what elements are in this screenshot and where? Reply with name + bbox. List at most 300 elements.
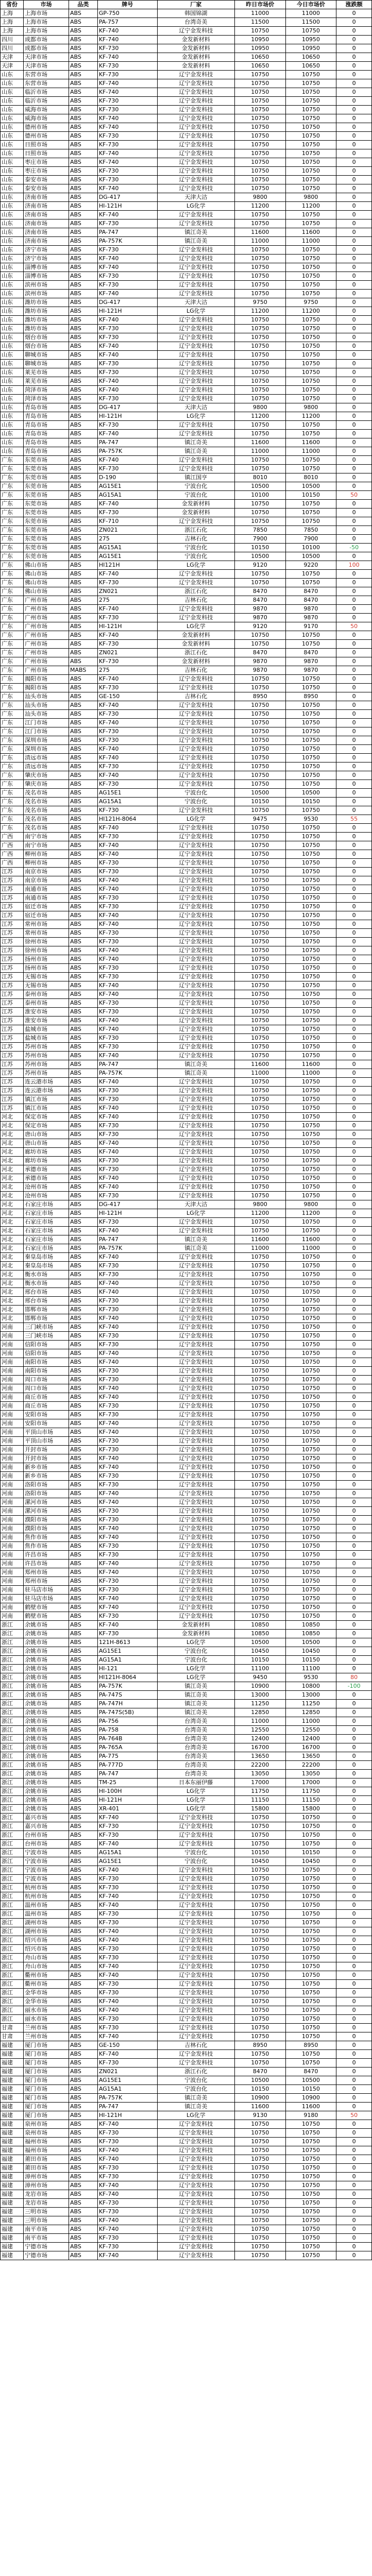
cell-manufacturer: 辽宁金发科技: [157, 1052, 234, 1060]
cell-today-price: 10750: [285, 1297, 336, 1306]
cell-change: 0: [336, 342, 372, 351]
cell-market: 邢台市场: [24, 1297, 69, 1306]
cell-manufacturer: 辽宁金发科技: [157, 754, 234, 762]
cell-province: 河北: [1, 1235, 24, 1244]
cell-yesterday-price: 10750: [234, 999, 285, 1008]
cell-grade: KF-740: [97, 2190, 157, 2199]
cell-grade: KF-730: [97, 859, 157, 868]
cell-yesterday-price: 10750: [234, 1052, 285, 1060]
cell-manufacturer: 辽宁金发科技: [157, 1945, 234, 1954]
cell-grade: PA-757K: [97, 1244, 157, 1253]
cell-yesterday-price: 11000: [234, 1244, 285, 1253]
cell-grade: KF-730: [97, 1165, 157, 1174]
cell-yesterday-price: 10750: [234, 351, 285, 360]
cell-yesterday-price: 10750: [234, 377, 285, 386]
cell-yesterday-price: 10750: [234, 1866, 285, 1875]
cell-change: 0: [336, 754, 372, 762]
cell-manufacturer: 辽宁金发科技: [157, 1122, 234, 1130]
cell-change: 0: [336, 106, 372, 114]
cell-yesterday-price: 10750: [234, 2146, 285, 2155]
table-row: [1, 9, 372, 18]
table-row: [1, 316, 372, 325]
cell-market: 枣庄市场: [24, 158, 69, 167]
cell-yesterday-price: 11200: [234, 307, 285, 316]
cell-category: ABS: [69, 780, 98, 789]
cell-category: ABS: [69, 1551, 98, 1560]
cell-today-price: 9180: [285, 2111, 336, 2120]
cell-manufacturer: 辽宁金发科技: [157, 1043, 234, 1052]
cell-category: ABS: [69, 1726, 98, 1735]
table-row: [1, 2032, 372, 2041]
cell-province: 广东: [1, 754, 24, 762]
cell-grade: KF-740: [97, 701, 157, 710]
cell-province: 浙江: [1, 1647, 24, 1656]
cell-grade: KF-740: [97, 1892, 157, 1901]
cell-grade: KF-730: [97, 1218, 157, 1227]
cell-category: ABS: [69, 1954, 98, 1962]
table-row: [1, 1192, 372, 1200]
cell-yesterday-price: 10750: [234, 920, 285, 929]
cell-manufacturer: 辽宁金发科技: [157, 167, 234, 176]
cell-category: ABS: [69, 1507, 98, 1516]
table-row: [1, 929, 372, 938]
cell-province: 河北: [1, 1130, 24, 1139]
header-province: 省份: [1, 1, 24, 9]
cell-change: 0: [336, 2129, 372, 2138]
cell-today-price: 10750: [285, 1577, 336, 1586]
cell-market: 余姚市场: [24, 1665, 69, 1673]
cell-yesterday-price: 10750: [234, 263, 285, 272]
cell-change: 0: [336, 1831, 372, 1840]
cell-province: 广西: [1, 833, 24, 841]
cell-yesterday-price: 10750: [234, 184, 285, 193]
cell-today-price: 10750: [285, 1446, 336, 1454]
cell-change: 0: [336, 2076, 372, 2085]
cell-manufacturer: 辽宁金发科技: [157, 1087, 234, 1095]
cell-manufacturer: 辽宁金发科技: [157, 1892, 234, 1901]
table-row: [1, 228, 372, 237]
cell-manufacturer: LG化学: [157, 1665, 234, 1673]
cell-change: 0: [336, 1524, 372, 1533]
cell-market: 南阳市场: [24, 1367, 69, 1376]
cell-province: 河南: [1, 1612, 24, 1621]
cell-province: 广东: [1, 482, 24, 491]
cell-category: ABS: [69, 1927, 98, 1936]
cell-market: 茂名市场: [24, 815, 69, 824]
cell-yesterday-price: 10750: [234, 1603, 285, 1612]
cell-province: 福建: [1, 2111, 24, 2120]
cell-manufacturer: 辽宁金发科技: [157, 1157, 234, 1165]
cell-category: ABS: [69, 1489, 98, 1498]
cell-change: 0: [336, 193, 372, 202]
cell-market: 嘉兴市场: [24, 1822, 69, 1831]
cell-yesterday-price: 9475: [234, 815, 285, 824]
table-row: [1, 1568, 372, 1577]
cell-yesterday-price: 10750: [234, 290, 285, 298]
cell-today-price: 9870: [285, 605, 336, 614]
cell-yesterday-price: 10750: [234, 903, 285, 911]
cell-grade: KF-730: [97, 1875, 157, 1884]
cell-grade: KF-740: [97, 675, 157, 684]
cell-change: 0: [336, 701, 372, 710]
cell-change: 0: [336, 1157, 372, 1165]
table-row: [1, 876, 372, 885]
cell-today-price: 10750: [285, 885, 336, 894]
cell-province: 河北: [1, 1227, 24, 1235]
cell-market: 天津市场: [24, 62, 69, 71]
cell-manufacturer: 辽宁金发科技: [157, 290, 234, 298]
table-row: [1, 1840, 372, 1849]
cell-today-price: 9800: [285, 403, 336, 412]
cell-change: 0: [336, 745, 372, 754]
cell-yesterday-price: 10750: [234, 333, 285, 342]
cell-category: ABS: [69, 1901, 98, 1910]
cell-grade: KF-740: [97, 946, 157, 955]
cell-market: 衢州市场: [24, 1971, 69, 1980]
cell-province: 山东: [1, 412, 24, 421]
cell-market: 镇江市场: [24, 1104, 69, 1113]
cell-yesterday-price: 10750: [234, 1314, 285, 1323]
cell-grade: KF-740: [97, 1183, 157, 1192]
cell-manufacturer: 辽宁金发科技: [157, 868, 234, 876]
cell-today-price: 10750: [285, 2199, 336, 2208]
table-row: [1, 351, 372, 360]
cell-market: 揭阳市场: [24, 684, 69, 692]
cell-category: ABS: [69, 1796, 98, 1805]
cell-province: 山东: [1, 272, 24, 281]
cell-today-price: 10750: [285, 1910, 336, 1919]
cell-province: 江苏: [1, 955, 24, 964]
table-row: [1, 1866, 372, 1875]
cell-market: 淮安市场: [24, 1008, 69, 1016]
cell-province: 江苏: [1, 894, 24, 903]
cell-change: 0: [336, 219, 372, 228]
cell-market: 邯郸市场: [24, 1306, 69, 1314]
cell-manufacturer: 天津大沽: [157, 403, 234, 412]
table-row: [1, 2234, 372, 2243]
cell-grade: KF-730: [97, 141, 157, 149]
cell-change: 0: [336, 1437, 372, 1446]
cell-province: 山东: [1, 167, 24, 176]
cell-category: ABS: [69, 1735, 98, 1743]
table-row: [1, 1778, 372, 1787]
cell-province: 山东: [1, 228, 24, 237]
cell-province: 江苏: [1, 1043, 24, 1052]
cell-category: ABS: [69, 2015, 98, 2024]
table-row: [1, 1200, 372, 1209]
cell-category: ABS: [69, 1095, 98, 1104]
cell-today-price: 10750: [285, 386, 336, 395]
cell-manufacturer: 辽宁金发科技: [157, 1831, 234, 1840]
cell-change: 0: [336, 719, 372, 727]
cell-category: ABS: [69, 1805, 98, 1814]
table-row: [1, 2129, 372, 2138]
cell-change: 0: [336, 727, 372, 736]
cell-change: 0: [336, 780, 372, 789]
cell-grade: KF-740: [97, 1323, 157, 1332]
cell-grade: KF-730: [97, 1630, 157, 1638]
cell-category: ABS: [69, 403, 98, 412]
cell-yesterday-price: 10750: [234, 2006, 285, 2015]
cell-change: 0: [336, 1454, 372, 1463]
cell-province: 甘肃: [1, 2024, 24, 2032]
cell-manufacturer: 辽宁金发科技: [157, 1332, 234, 1341]
cell-change: 0: [336, 631, 372, 640]
table-row: [1, 333, 372, 342]
cell-grade: HI121H: [97, 561, 157, 570]
table-row: [1, 403, 372, 412]
cell-today-price: 10750: [285, 88, 336, 97]
cell-manufacturer: 辽宁金发科技: [157, 71, 234, 79]
cell-market: 东营市场: [24, 79, 69, 88]
cell-yesterday-price: 10750: [234, 1087, 285, 1095]
table-row: [1, 1735, 372, 1743]
cell-yesterday-price: 10750: [234, 1489, 285, 1498]
cell-market: 扬州市场: [24, 955, 69, 964]
cell-category: ABS: [69, 2103, 98, 2111]
cell-change: 0: [336, 421, 372, 430]
cell-today-price: 10750: [285, 2015, 336, 2024]
cell-manufacturer: 辽宁金发科技: [157, 1884, 234, 1892]
cell-grade: KF-730: [97, 640, 157, 649]
cell-province: 广东: [1, 579, 24, 587]
cell-yesterday-price: 10750: [234, 1367, 285, 1376]
cell-grade: 275: [97, 535, 157, 544]
cell-change: 0: [336, 1595, 372, 1603]
cell-grade: AG15E1: [97, 1857, 157, 1866]
cell-province: 山东: [1, 290, 24, 298]
cell-today-price: 8950: [285, 692, 336, 701]
cell-province: 浙江: [1, 2015, 24, 2024]
table-row: [1, 246, 372, 255]
cell-grade: KF-740: [97, 754, 157, 762]
table-row: [1, 798, 372, 806]
cell-yesterday-price: 7850: [234, 526, 285, 535]
table-row: [1, 544, 372, 552]
cell-change: 0: [336, 2251, 372, 2260]
cell-grade: KF-740: [97, 1052, 157, 1060]
cell-category: ABS: [69, 237, 98, 246]
cell-yesterday-price: 10750: [234, 868, 285, 876]
cell-province: 江苏: [1, 911, 24, 920]
cell-market: 石家庄市场: [24, 1218, 69, 1227]
cell-market: 郑州市场: [24, 1577, 69, 1586]
table-row: [1, 1306, 372, 1314]
cell-province: 广东: [1, 692, 24, 701]
cell-change: 0: [336, 1306, 372, 1314]
cell-change: 0: [336, 2216, 372, 2225]
cell-change: 0: [336, 596, 372, 605]
cell-manufacturer: 辽宁金发科技: [157, 1910, 234, 1919]
cell-yesterday-price: 10750: [234, 727, 285, 736]
cell-yesterday-price: 10750: [234, 1157, 285, 1165]
cell-change: 0: [336, 9, 372, 18]
table-row: [1, 219, 372, 228]
cell-market: 余姚市场: [24, 1787, 69, 1796]
table-row: [1, 535, 372, 544]
cell-manufacturer: 辽宁金发科技: [157, 1253, 234, 1262]
cell-change: 0: [336, 1717, 372, 1726]
cell-change: 0: [336, 1428, 372, 1437]
cell-today-price: 7900: [285, 535, 336, 544]
cell-change: 0: [336, 2050, 372, 2059]
cell-category: ABS: [69, 1200, 98, 1209]
table-row: [1, 2190, 372, 2199]
cell-manufacturer: 金发新材料: [157, 1621, 234, 1630]
table-row: [1, 1910, 372, 1919]
cell-category: ABS: [69, 1384, 98, 1393]
cell-grade: KF-730: [97, 1586, 157, 1595]
cell-yesterday-price: 9870: [234, 657, 285, 666]
cell-yesterday-price: 10750: [234, 938, 285, 946]
cell-yesterday-price: 10750: [234, 1192, 285, 1200]
cell-market: 绍兴市场: [24, 1936, 69, 1945]
cell-yesterday-price: 10750: [234, 71, 285, 79]
cell-market: 连云港市场: [24, 1078, 69, 1087]
cell-change: 0: [336, 789, 372, 798]
cell-province: 浙江: [1, 1831, 24, 1840]
cell-manufacturer: 辽宁金发科技: [157, 1270, 234, 1279]
cell-grade: KF-730: [97, 579, 157, 587]
table-row: [1, 964, 372, 973]
cell-change: 0: [336, 1498, 372, 1507]
cell-today-price: 10750: [285, 1428, 336, 1437]
table-row: [1, 1148, 372, 1157]
cell-manufacturer: 辽宁金发科技: [157, 1481, 234, 1489]
cell-province: 山东: [1, 360, 24, 368]
cell-yesterday-price: 10750: [234, 701, 285, 710]
cell-market: 威海市场: [24, 106, 69, 114]
cell-grade: KF-730: [97, 1157, 157, 1165]
cell-province: 山东: [1, 438, 24, 447]
cell-market: 青岛市场: [24, 421, 69, 430]
table-row: [1, 482, 372, 491]
cell-change: 0: [336, 368, 372, 377]
cell-manufacturer: 镇江奇美: [157, 438, 234, 447]
cell-grade: KF-730: [97, 1954, 157, 1962]
cell-category: ABS: [69, 2120, 98, 2129]
cell-province: 河南: [1, 1489, 24, 1498]
cell-province: 山东: [1, 237, 24, 246]
cell-grade: XR-401: [97, 1805, 157, 1814]
cell-market: 广州市场: [24, 666, 69, 675]
cell-manufacturer: 辽宁金发科技: [157, 1446, 234, 1454]
cell-province: 山东: [1, 430, 24, 438]
cell-manufacturer: 浙江石化: [157, 526, 234, 535]
cell-category: ABS: [69, 552, 98, 561]
table-row: [1, 2041, 372, 2050]
cell-change: 0: [336, 1770, 372, 1778]
cell-yesterday-price: 10750: [234, 1130, 285, 1139]
cell-change: 0: [336, 1568, 372, 1577]
table-row: [1, 1411, 372, 1419]
cell-today-price: 10750: [285, 2129, 336, 2138]
cell-category: ABS: [69, 1761, 98, 1770]
cell-province: 浙江: [1, 1743, 24, 1752]
cell-manufacturer: 天津大沽: [157, 193, 234, 202]
cell-category: ABS: [69, 833, 98, 841]
cell-today-price: 10750: [285, 27, 336, 36]
cell-grade: KF-740: [97, 1016, 157, 1025]
table-row: [1, 62, 372, 71]
cell-manufacturer: 金发新材料: [157, 53, 234, 62]
table-row: [1, 2103, 372, 2111]
cell-grade: AG15A1: [97, 544, 157, 552]
cell-province: 福建: [1, 2059, 24, 2067]
cell-category: ABS: [69, 1542, 98, 1551]
cell-yesterday-price: 9870: [234, 605, 285, 614]
cell-change: 0: [336, 1253, 372, 1262]
cell-province: 浙江: [1, 1814, 24, 1822]
cell-yesterday-price: 10750: [234, 1341, 285, 1349]
cell-today-price: 11600: [285, 1060, 336, 1069]
cell-grade: DG-417: [97, 193, 157, 202]
cell-change: 0: [336, 482, 372, 491]
cell-province: 江苏: [1, 1034, 24, 1043]
cell-category: ABS: [69, 132, 98, 141]
table-row: [1, 1078, 372, 1087]
cell-category: ABS: [69, 325, 98, 333]
cell-change: 0: [336, 2164, 372, 2173]
cell-today-price: 10750: [285, 333, 336, 342]
cell-manufacturer: 镇江奇美: [157, 1244, 234, 1253]
cell-market: 苏州市场: [24, 1069, 69, 1078]
cell-category: ABS: [69, 762, 98, 771]
cell-category: ABS: [69, 377, 98, 386]
cell-category: ABS: [69, 1069, 98, 1078]
cell-today-price: 10950: [285, 36, 336, 44]
table-row: [1, 123, 372, 132]
cell-category: ABS: [69, 88, 98, 97]
cell-grade: KF-730: [97, 2164, 157, 2173]
cell-market: 郑州市场: [24, 1568, 69, 1577]
cell-market: 衡水市场: [24, 1279, 69, 1288]
cell-manufacturer: 辽宁金发科技: [157, 1139, 234, 1148]
cell-province: 河北: [1, 1244, 24, 1253]
cell-category: ABS: [69, 981, 98, 990]
cell-yesterday-price: 11000: [234, 1069, 285, 1078]
cell-province: 浙江: [1, 1954, 24, 1962]
cell-manufacturer: 辽宁金发科技: [157, 1376, 234, 1384]
cell-yesterday-price: 10750: [234, 640, 285, 649]
cell-province: 河北: [1, 1218, 24, 1227]
cell-yesterday-price: 10750: [234, 710, 285, 719]
cell-manufacturer: 辽宁金发科技: [157, 141, 234, 149]
cell-yesterday-price: 10750: [234, 1393, 285, 1402]
cell-grade: KF-740: [97, 981, 157, 990]
table-row: [1, 88, 372, 97]
cell-category: ABS: [69, 2225, 98, 2234]
cell-province: 河北: [1, 1157, 24, 1165]
cell-today-price: 10450: [285, 1647, 336, 1656]
cell-grade: HI-121H: [97, 202, 157, 211]
cell-manufacturer: 辽宁金发科技: [157, 1306, 234, 1314]
cell-yesterday-price: 15800: [234, 1805, 285, 1814]
cell-today-price: 10150: [285, 491, 336, 500]
cell-grade: AG15E1: [97, 482, 157, 491]
cell-manufacturer: 辽宁金发科技: [157, 1279, 234, 1288]
cell-manufacturer: 辽宁金发科技: [157, 579, 234, 587]
cell-yesterday-price: 10750: [234, 158, 285, 167]
cell-category: ABS: [69, 657, 98, 666]
table-row: [1, 149, 372, 158]
cell-change: 0: [336, 1104, 372, 1113]
cell-today-price: 10750: [285, 920, 336, 929]
cell-market: 余姚市场: [24, 1647, 69, 1656]
cell-today-price: 10750: [285, 894, 336, 903]
cell-province: 山东: [1, 141, 24, 149]
cell-province: 广东: [1, 710, 24, 719]
